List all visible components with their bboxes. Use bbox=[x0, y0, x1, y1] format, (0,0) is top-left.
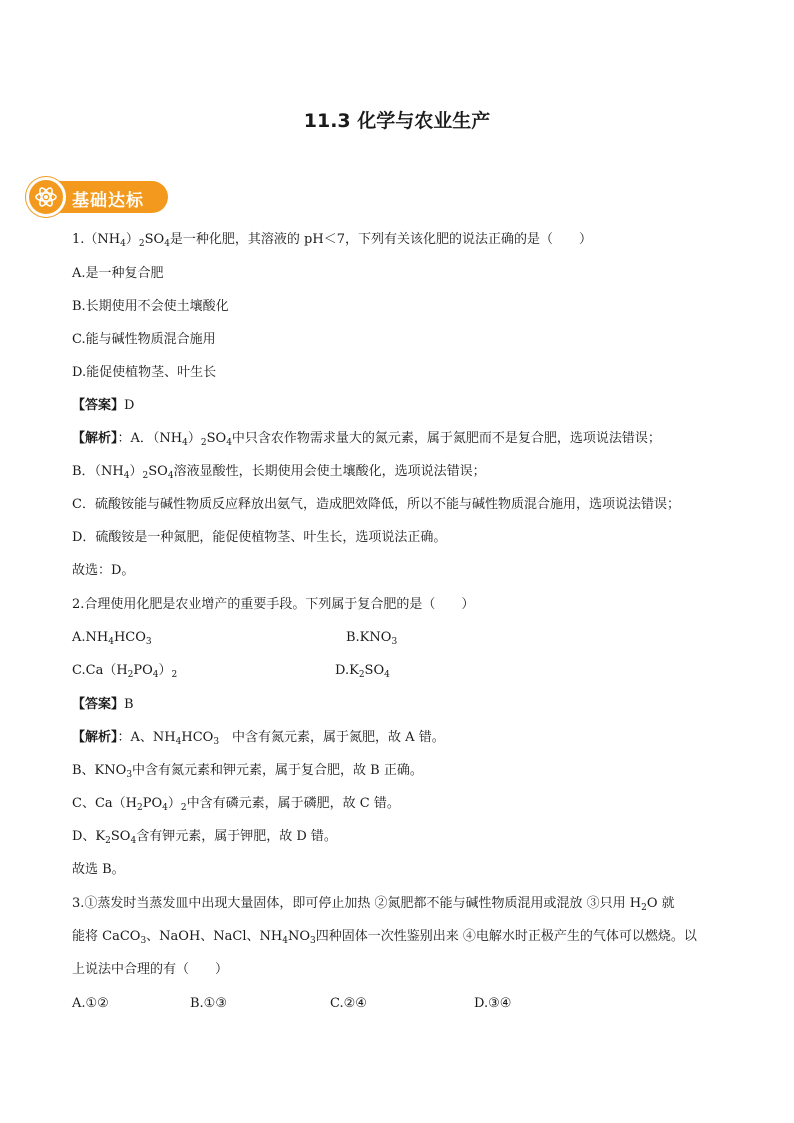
q1-option-d: D.能促使植物茎、叶生长 bbox=[72, 365, 217, 380]
q2-analysis-line-1: 【解析】：A、$NH_4HCO_3$ 中含有氮元素，属于氮肥，故 A 错。 bbox=[72, 730, 445, 747]
q1-option-a: A.是一种复合肥 bbox=[72, 266, 164, 281]
q1-analysis-line-4: D．硫酸铵是一种氮肥，能促使植物茎、叶生长，选项说法正确。 bbox=[72, 530, 447, 545]
q1-analysis-line-2: B．$(NH_4)_2SO_4$溶液显酸性，长期使用会使土壤酸化，选项说法错误； bbox=[72, 464, 486, 481]
q1-analysis-line-1: 【解析】：A．$(NH_4)_2SO_4$中只含农作物需求量大的氮元素，属于氮肥而不是复合肥，选项说法错误； bbox=[72, 431, 661, 448]
q2-option-c: $C.Ca(H_2PO_4)_2$ bbox=[72, 663, 178, 680]
q1-conclusion: 故选：D。 bbox=[72, 563, 135, 578]
q2-analysis-line-3: C、$Ca(H_2PO_4)_2$中含有磷元素，属于磷肥，故 C 错。 bbox=[72, 796, 400, 813]
q2-answer: 【答案】B bbox=[72, 697, 134, 712]
q1-analysis-line-3: C．硫酸铵能与碱性物质反应释放出氨气，造成肥效降低，所以不能与碱性物质混合施用，选项说法错误； bbox=[72, 497, 680, 512]
q3-stem-line-1: 3.①蒸发时当蒸发皿中出现大量固体，即可停止加热 ②氮肥都不能与碱性物质混用或混放 ③只用 $H_2O$ 就 bbox=[72, 896, 675, 913]
q2-analysis-line-2: B、$KNO_3$中含有氮元素和钾元素，属于复合肥，故 B 正确。 bbox=[72, 763, 423, 780]
q2-analysis-line-4: D、$K_2SO_4$含有钾元素，属于钾肥，故 D 错。 bbox=[72, 829, 337, 846]
q1-option-c: C.能与碱性物质混合施用 bbox=[72, 332, 216, 347]
q2-option-d: $D.K_2SO_4$ bbox=[335, 663, 390, 680]
q3-option-a: A.①② bbox=[72, 996, 109, 1011]
q3-option-b: B.①③ bbox=[190, 996, 227, 1011]
q3-stem-line-2: 能将 CaCO$_3$、NaOH、NaCl、$NH_4NO_3$四种固体一次性鉴别出来 ④电解水时正极产生的气体可以燃烧。以 bbox=[72, 929, 697, 946]
q2-conclusion: 故选 B。 bbox=[72, 862, 125, 877]
q2-option-b: $B.KNO_3$ bbox=[346, 630, 398, 647]
q2-stem: 2.合理使用化肥是农业增产的重要手段。下列属于复合肥的是（ ） bbox=[72, 597, 475, 612]
q1-option-b: B.长期使用不会使土壤酸化 bbox=[72, 299, 229, 314]
section-badge bbox=[26, 177, 168, 217]
q1-stem: $1.(NH_4)_2SO_4$是一种化肥，其溶液的 pH＜7，下列有关该化肥的说法正确的是（ ） bbox=[72, 232, 592, 249]
q3-option-c: C.②④ bbox=[330, 996, 367, 1011]
q3-option-d: D.③④ bbox=[474, 996, 512, 1011]
page-title: 11.3 化学与农业生产 bbox=[303, 110, 491, 132]
section-label: 基础达标 bbox=[72, 191, 144, 211]
q3-stem-line-3: 上说法中合理的有（ ） bbox=[72, 962, 229, 977]
q2-option-a: $A.NH_4HCO_3$ bbox=[72, 630, 152, 647]
atom-icon bbox=[26, 177, 66, 217]
q1-answer: 【答案】D bbox=[72, 398, 135, 413]
